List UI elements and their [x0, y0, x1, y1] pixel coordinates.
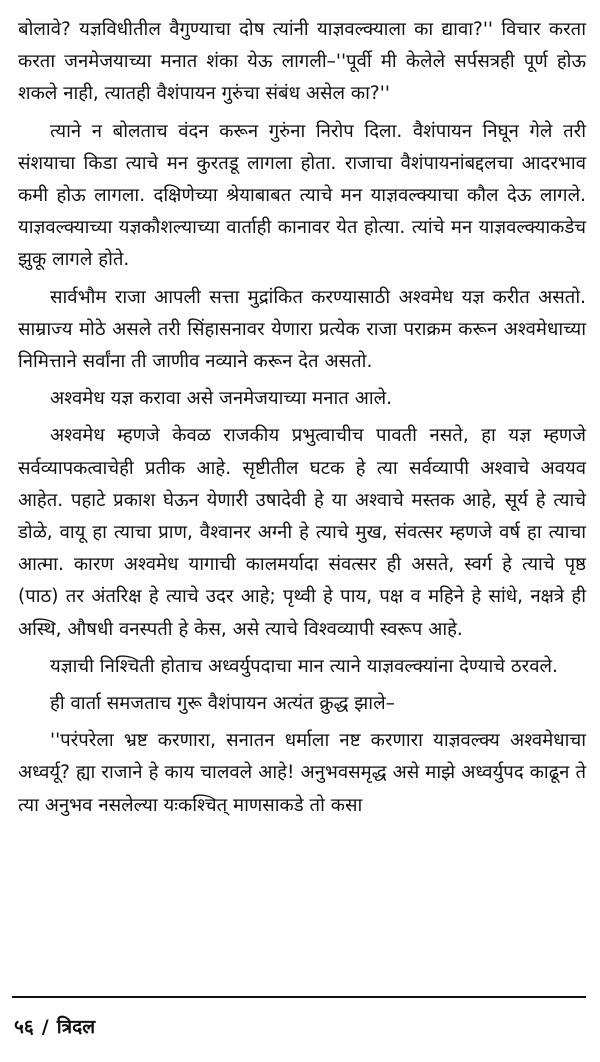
paragraph: अश्वमेध म्हणजे केवळ राजकीय प्रभुत्वाचीच पावती नसते, हा यज्ञ म्हणजे सर्वव्यापकत्वाचेही प्रतीक आहे. सृष्टीतील घटक हे त्या सर्वव्यापी अश्वाचे अवयव आहेत. पहाटे प्रकाश घेऊन येणारी उषादेवी हे या अश्वाचे मस्तक आहे, सूर्य हे त्याचे डोळे, वायू हा त्याचा प्राण, वैश्वानर अग्नी हे त्याचे मुख, संवत्सर म्हणजे वर्ष हा त्याचा आत्मा. कारण अश्वमेध यागाची कालमर्यादा संवत्सर ही असते, स्वर्ग हे त्याचे पृष्ठ (पाठ) तर अंतरिक्ष हे त्याचे उदर आहे; पृथ्वी हे पाय, पक्ष व महिने हे सांधे, नक्षत्रे ही अस्थि, औषधी वनस्पती हे केस, असे त्याचे विश्वव्यापी स्वरूप आहे.: [18, 425, 586, 640]
page-body: [18, 14, 586, 822]
paragraph-quote: ''परंपरेला भ्रष्ट करणारा, सनातन धर्माला नष्ट करणारा याज्ञवल्क्य अश्वमेधाचा अध्वर्यू? ह्या राजाने हे काय चालवले आहे! अनुभवसमृद्ध असे माझे अध्वर्युपद काढून ते त्या अनुभव नसलेल्या यःकश्चित् माणसाकडे तो कसा: [18, 730, 586, 816]
book-title: त्रिदल: [56, 1016, 96, 1038]
paragraph: सार्वभौम राजा आपली सत्ता मुद्रांकित करण्यासाठी अश्वमेध यज्ञ करीत असतो. साम्राज्य मोठे असले तरी सिंहासनावर येणारा प्रत्येक राजा पराक्रम करून अश्वमेधाच्या निमित्ताने सर्वांना ती जाणीव नव्याने करून देत असतो.: [18, 286, 586, 373]
paragraph-continuation: बोलावे? यज्ञविधीतील वैगुण्याचा दोष त्यांनी याज्ञवल्क्याला का द्यावा?'' विचार करता करता जनमेजयाच्या मनात शंका येऊ लागली–''पूर्वी मी केलेले सर्पसत्रही पूर्ण होऊ शकले नाही, त्यातही वैशंपायन गुरुंचा संबंध असेल का?'': [18, 19, 586, 105]
page-number: ५६: [14, 1016, 34, 1038]
footer-divider: [12, 996, 586, 998]
paragraph: ही वार्ता समजताच गुरू वैशंपायन अत्यंत क्रुद्ध झाले–: [50, 693, 395, 715]
paragraph: अश्वमेध यज्ञ करावा असे जनमेजयाच्या मनात आले.: [50, 388, 393, 410]
page-footer: [14, 1014, 95, 1040]
paragraph: यज्ञाची निश्चिती होताच अध्वर्युपदाचा मान त्याने याज्ञवल्क्यांना देण्याचे ठरवले.: [50, 655, 558, 677]
footer-separator: /: [41, 1016, 49, 1038]
paragraph: त्याने न बोलताच वंदन करून गुरुंना निरोप दिला. वैशंपायन निघून गेले तरी संशयाचा किडा त्याचे मन कुरतडू लागला होता. राजाचा वैशंपायनांबद्दलचा आदरभाव कमी होऊ लागला. दक्षिणेच्या श्रेयाबाबत त्याचे मन याज्ञवल्क्याचा कौल देऊ लागले. याज्ञवल्क्याच्या यज्ञकौशल्याच्या वार्ताही कानावर येत होत्या. त्यांचे मन याज्ञवल्क्याकडेच झुकू लागले होते.: [18, 120, 586, 271]
